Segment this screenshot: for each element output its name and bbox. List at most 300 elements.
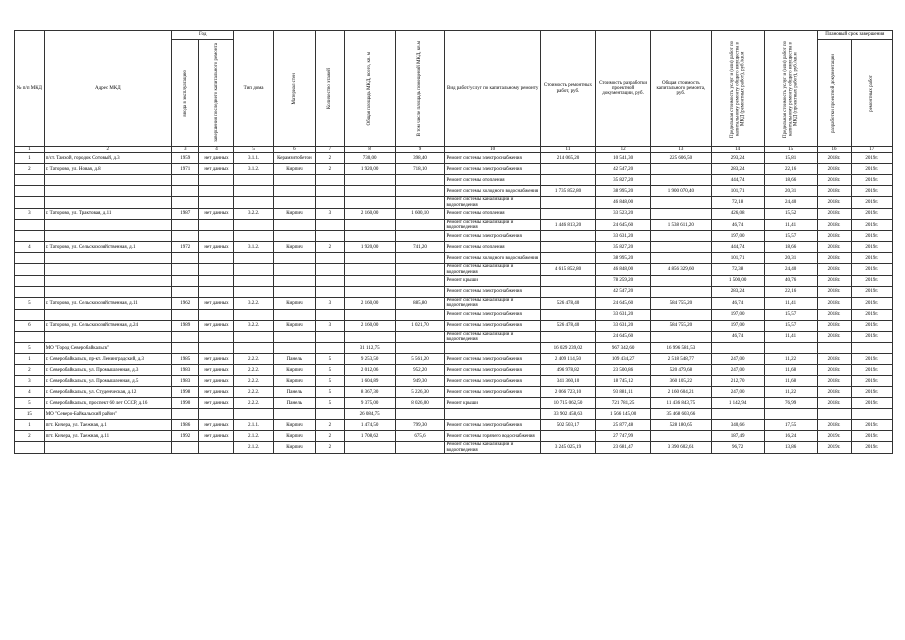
limit-repair-cell: 444,74	[711, 242, 764, 253]
wall-material-cell: Кирпич	[273, 442, 315, 454]
row-number-cell	[15, 197, 45, 209]
table-header	[15, 31, 893, 153]
limit-repair-cell: 444,74	[711, 175, 764, 186]
year-last-repair-cell	[199, 186, 234, 197]
house-series-cell: 3.1.2.	[234, 164, 273, 175]
house-series-cell: 2.2.2.	[234, 376, 273, 387]
row-number-cell	[15, 175, 45, 186]
house-series-cell: 3.1.1.	[234, 153, 273, 164]
floors-cell: 3	[316, 208, 345, 219]
wall-material-cell: Панель	[273, 398, 315, 409]
year-last-repair-cell	[199, 264, 234, 276]
cost-total-cell: 4 856 329,60	[651, 264, 711, 276]
year-commission-cell: 1983	[171, 376, 199, 387]
column-number: 11	[540, 147, 595, 153]
cost-design-cell: 23 681,47	[596, 442, 651, 454]
limit-repair-cell	[711, 409, 764, 420]
cost-total-cell	[651, 309, 711, 320]
term-design-cell: 2019г.	[817, 442, 851, 454]
year-commission-cell	[171, 343, 199, 354]
limit-design-cell: 22,16	[764, 287, 817, 298]
table-body	[15, 153, 893, 454]
table-row	[15, 175, 893, 186]
area-total-cell: 8 367,30	[344, 387, 395, 398]
address-cell: г. Северобайкальск, ул. Промышленная, д.5	[44, 376, 171, 387]
wall-material-cell	[273, 175, 315, 186]
limit-design-cell: 11,68	[764, 376, 817, 387]
cost-total-cell	[651, 164, 711, 175]
wall-material-cell: Кирпич	[273, 242, 315, 253]
work-type-cell: Ремонт системы отопления	[445, 175, 540, 186]
term-design-cell: 2018г.	[817, 197, 851, 209]
year-last-repair-cell: нет данных	[199, 365, 234, 376]
wall-material-cell: Панель	[273, 354, 315, 365]
cost-design-cell: 27 747,99	[596, 431, 651, 442]
work-type-cell: Ремонт системы электроснабжения	[445, 164, 540, 175]
area-residential-cell: 718,10	[395, 164, 445, 175]
floors-cell	[316, 175, 345, 186]
table-row	[15, 431, 893, 442]
term-repair-cell: 2019г.	[851, 354, 892, 365]
cost-works-cell: 4 615 852,80	[540, 264, 595, 276]
column-number: 2	[44, 147, 171, 153]
term-repair-cell: 2019г.	[851, 231, 892, 242]
year-commission-cell: 1971	[171, 164, 199, 175]
area-total-cell: 9 253,50	[344, 354, 395, 365]
area-total-cell: 1 474,50	[344, 420, 395, 431]
limit-design-cell	[764, 343, 817, 354]
limit-design-cell: 11,22	[764, 354, 817, 365]
year-last-repair-cell: нет данных	[199, 242, 234, 253]
year-last-repair-cell: нет данных	[199, 320, 234, 331]
cost-works-cell	[540, 276, 595, 287]
term-design-cell: 2018г.	[817, 398, 851, 409]
term-design-cell: 2019г.	[817, 431, 851, 442]
work-type-cell: Ремонт системы канализации и водоотведения	[445, 264, 540, 276]
wall-material-cell: Кирпич	[273, 320, 315, 331]
address-cell	[44, 264, 171, 276]
cost-design-cell: 42 547,20	[596, 287, 651, 298]
cost-total-cell	[651, 175, 711, 186]
term-repair-cell	[851, 409, 892, 420]
year-commission-cell	[171, 331, 199, 343]
row-number-cell: 4	[15, 242, 45, 253]
term-repair-cell: 2019г.	[851, 219, 892, 231]
work-type-cell: Ремонт системы отопления	[445, 208, 540, 219]
year-last-repair-cell	[199, 442, 234, 454]
term-repair-cell: 2019г.	[851, 208, 892, 219]
area-total-cell: 26 084,75	[344, 409, 395, 420]
cost-works-cell: 10 715 062,50	[540, 398, 595, 409]
house-series-cell: 2.1.2.	[234, 442, 273, 454]
header-address: Адрес МКД	[44, 31, 171, 147]
year-commission-cell: 1990	[171, 398, 199, 409]
year-last-repair-cell	[199, 197, 234, 209]
header-term-repair: ремонтных работ	[851, 40, 892, 147]
term-repair-cell: 2019г.	[851, 253, 892, 264]
row-number-cell: 5	[15, 398, 45, 409]
cost-works-cell: 502 503,17	[540, 420, 595, 431]
cost-works-cell: 2 066 723,10	[540, 387, 595, 398]
cost-works-cell	[540, 175, 595, 186]
header-area-residential: В том числе площадь помещений МКД, кв.м	[395, 31, 445, 147]
address-cell	[44, 197, 171, 209]
area-total-cell	[344, 287, 395, 298]
area-total-cell: 2 012,06	[344, 365, 395, 376]
cost-design-cell: 93 881,11	[596, 387, 651, 398]
floors-cell: 5	[316, 376, 345, 387]
floors-cell	[316, 287, 345, 298]
row-number-cell	[15, 219, 45, 231]
wall-material-cell: Панель	[273, 387, 315, 398]
row-number-cell: 4	[15, 387, 45, 398]
house-series-cell	[234, 287, 273, 298]
table-row	[15, 387, 893, 398]
cost-total-cell: 520 479,68	[651, 365, 711, 376]
year-commission-cell	[171, 186, 199, 197]
cost-works-cell: 526 478,40	[540, 320, 595, 331]
row-number-cell: 15	[15, 409, 45, 420]
limit-design-cell: 24,40	[764, 197, 817, 209]
area-total-cell: 730,00	[344, 153, 395, 164]
limit-repair-cell: 197,00	[711, 231, 764, 242]
work-type-cell: Ремонт системы электроснабжения	[445, 153, 540, 164]
repair-program-table	[14, 30, 893, 454]
wall-material-cell	[273, 186, 315, 197]
table-row	[15, 331, 893, 343]
address-cell: г. Таторово, ул. Сельскохозяйственная, д.1	[44, 242, 171, 253]
wall-material-cell: Керамзитобетон	[273, 153, 315, 164]
work-type-cell: Ремонт системы электроснабжения	[445, 354, 540, 365]
limit-repair-cell: 283,24	[711, 164, 764, 175]
row-number-cell: 5	[15, 343, 45, 354]
limit-design-cell: 11,41	[764, 219, 817, 231]
cost-design-cell: 35 827,20	[596, 175, 651, 186]
cost-design-cell: 967 342,60	[596, 343, 651, 354]
year-last-repair-cell: нет данных	[199, 298, 234, 310]
limit-design-cell: 18,66	[764, 242, 817, 253]
cost-design-cell: 25 877,48	[596, 420, 651, 431]
floors-cell	[316, 253, 345, 264]
limit-repair-cell: 46,74	[711, 298, 764, 310]
floors-cell	[316, 309, 345, 320]
term-repair-cell: 2019г.	[851, 264, 892, 276]
limit-repair-cell: 72,18	[711, 197, 764, 209]
limit-repair-cell: 247,00	[711, 365, 764, 376]
area-total-cell: 1 920,00	[344, 242, 395, 253]
cost-design-cell: 23 500,86	[596, 365, 651, 376]
area-residential-cell	[395, 186, 445, 197]
house-series-cell: 2.1.2.	[234, 431, 273, 442]
address-cell: МО "Северо-Байкальский район"	[44, 409, 171, 420]
area-residential-cell: 5 226,30	[395, 387, 445, 398]
cost-design-cell: 33 523,20	[596, 208, 651, 219]
year-last-repair-cell	[199, 409, 234, 420]
limit-repair-cell: 101,71	[711, 253, 764, 264]
column-number: 5	[234, 147, 273, 153]
header-area-total: Общая площадь МКД, всего, кв. м	[344, 31, 395, 147]
row-number-cell	[15, 186, 45, 197]
limit-repair-cell: 283,24	[711, 287, 764, 298]
table-row	[15, 309, 893, 320]
area-total-cell	[344, 331, 395, 343]
area-total-cell	[344, 276, 395, 287]
year-commission-cell: 1998	[171, 387, 199, 398]
year-last-repair-cell: нет данных	[199, 376, 234, 387]
work-type-cell	[445, 409, 540, 420]
cost-works-cell	[540, 431, 595, 442]
floors-cell	[316, 264, 345, 276]
work-type-cell: Ремонт системы холодного водоснабжения	[445, 253, 540, 264]
wall-material-cell	[273, 276, 315, 287]
term-repair-cell: 2019г.	[851, 276, 892, 287]
area-residential-cell	[395, 253, 445, 264]
cost-works-cell	[540, 242, 595, 253]
term-repair-cell: 2019г.	[851, 431, 892, 442]
cost-design-cell: 42 547,20	[596, 164, 651, 175]
column-number: 9	[395, 147, 445, 153]
year-last-repair-cell: нет данных	[199, 431, 234, 442]
address-cell: г. Северобайкальск, пр-кт. Ленинградский, д.3	[44, 354, 171, 365]
wall-material-cell	[273, 287, 315, 298]
limit-design-cell: 11,41	[764, 298, 817, 310]
cost-design-cell: 78 259,20	[596, 276, 651, 287]
table-row	[15, 231, 893, 242]
area-residential-cell	[395, 197, 445, 209]
cost-design-cell: 38 995,20	[596, 253, 651, 264]
header-limit-design: Предельная стоимость услуг и (или) работ по капитальному ремонту общего имущества в МКД (проектных работ), руб./кв.м	[764, 31, 817, 147]
address-cell	[44, 253, 171, 264]
floors-cell	[316, 276, 345, 287]
header-floors: Количество этажей	[316, 31, 345, 147]
year-commission-cell: 1987	[171, 208, 199, 219]
year-last-repair-cell: нет данных	[199, 387, 234, 398]
limit-design-cell: 13,86	[764, 442, 817, 454]
floors-cell	[316, 331, 345, 343]
term-design-cell	[817, 409, 851, 420]
house-series-cell	[234, 343, 273, 354]
limit-repair-cell: 1 500,00	[711, 276, 764, 287]
year-last-repair-cell	[199, 276, 234, 287]
work-type-cell	[445, 343, 540, 354]
house-series-cell: 2.1.1.	[234, 420, 273, 431]
term-design-cell: 2018г.	[817, 175, 851, 186]
term-design-cell: 2018г.	[817, 365, 851, 376]
cost-total-cell: 584 755,20	[651, 320, 711, 331]
area-total-cell	[344, 231, 395, 242]
address-cell: МО "Город Северобайкальск"	[44, 343, 171, 354]
work-type-cell: Ремонт системы канализации и водоотведения	[445, 219, 540, 231]
column-number: 17	[851, 147, 892, 153]
limit-repair-cell	[711, 343, 764, 354]
area-residential-cell	[395, 276, 445, 287]
term-design-cell: 2018г.	[817, 420, 851, 431]
header-year-commission: ввода в эксплуатацию	[171, 40, 199, 147]
area-residential-cell	[395, 331, 445, 343]
column-number: 3	[171, 147, 199, 153]
floors-cell: 2	[316, 164, 345, 175]
work-type-cell: Ремонт крыши	[445, 276, 540, 287]
cost-design-cell: 18 745,12	[596, 376, 651, 387]
area-residential-cell	[395, 175, 445, 186]
limit-repair-cell: 197,00	[711, 320, 764, 331]
area-residential-cell	[395, 231, 445, 242]
cost-works-cell: 526 478,40	[540, 298, 595, 310]
cost-design-cell: 24 645,60	[596, 331, 651, 343]
cost-works-cell: 3 245 025,19	[540, 442, 595, 454]
address-cell	[44, 175, 171, 186]
wall-material-cell	[273, 219, 315, 231]
floors-cell	[316, 409, 345, 420]
address-cell: пгт. Кичера, ул. Таежная, д.1	[44, 420, 171, 431]
wall-material-cell: Кирпич	[273, 208, 315, 219]
area-residential-cell: 675,6	[395, 431, 445, 442]
term-design-cell: 2018г.	[817, 208, 851, 219]
work-type-cell: Ремонт системы электроснабжения	[445, 309, 540, 320]
cost-design-cell: 38 995,20	[596, 186, 651, 197]
term-design-cell: 2018г.	[817, 253, 851, 264]
column-number: 12	[596, 147, 651, 153]
cost-works-cell: 1 735 852,80	[540, 186, 595, 197]
cost-works-cell: 1 446 813,20	[540, 219, 595, 231]
row-number-cell	[15, 309, 45, 320]
term-repair-cell: 2019г.	[851, 420, 892, 431]
work-type-cell: Ремонт системы электроснабжения	[445, 231, 540, 242]
row-number-cell: 1	[15, 153, 45, 164]
house-series-cell: 2.2.2.	[234, 387, 273, 398]
cost-total-cell: 225 606,50	[651, 153, 711, 164]
table-row	[15, 420, 893, 431]
work-type-cell: Ремонт системы холодного водоснабжения	[445, 186, 540, 197]
wall-material-cell	[273, 331, 315, 343]
year-commission-cell: 1985	[171, 354, 199, 365]
header-wall-material: Материал стен	[273, 31, 315, 147]
row-number-cell	[15, 442, 45, 454]
cost-total-cell	[651, 253, 711, 264]
year-last-repair-cell: нет данных	[199, 420, 234, 431]
cost-works-cell	[540, 164, 595, 175]
house-series-cell: 3.2.2.	[234, 208, 273, 219]
house-series-cell	[234, 231, 273, 242]
term-repair-cell: 2019г.	[851, 365, 892, 376]
year-last-repair-cell: нет данных	[199, 208, 234, 219]
table-row	[15, 365, 893, 376]
area-residential-cell	[395, 309, 445, 320]
header-num: № п/п МКД	[15, 31, 45, 147]
wall-material-cell	[273, 231, 315, 242]
header-year-last-repair: завершения последнего капитального ремонта	[199, 40, 234, 147]
floors-cell	[316, 219, 345, 231]
row-number-cell	[15, 287, 45, 298]
work-type-cell: Ремонт системы канализации и водоотведения	[445, 197, 540, 209]
table-row	[15, 197, 893, 209]
column-number: 7	[316, 147, 345, 153]
header-work-type: Вид работ/услуг по капитальному ремонту	[445, 31, 540, 147]
cost-total-cell: 1 538 611,20	[651, 219, 711, 231]
table-row	[15, 376, 893, 387]
wall-material-cell: Кирпич	[273, 365, 315, 376]
term-repair-cell: 2019г.	[851, 186, 892, 197]
limit-repair-cell: 293,24	[711, 153, 764, 164]
cost-total-cell	[651, 231, 711, 242]
term-design-cell: 2018г.	[817, 276, 851, 287]
column-number: 8	[344, 147, 395, 153]
wall-material-cell	[273, 253, 315, 264]
limit-repair-cell: 46,74	[711, 331, 764, 343]
address-cell: г. Таторово, ул. Сельскохозяйственная, д.11	[44, 298, 171, 310]
term-repair-cell: 2019г.	[851, 387, 892, 398]
year-commission-cell: 1983	[171, 365, 199, 376]
table-row	[15, 208, 893, 219]
term-design-cell: 2018г.	[817, 186, 851, 197]
year-commission-cell	[171, 175, 199, 186]
term-design-cell: 2018г.	[817, 354, 851, 365]
house-series-cell	[234, 186, 273, 197]
floors-cell: 5	[316, 398, 345, 409]
limit-repair-cell: 197,00	[711, 309, 764, 320]
cost-total-cell: 360 105,22	[651, 376, 711, 387]
cost-total-cell: 11 436 843,75	[651, 398, 711, 409]
year-commission-cell	[171, 264, 199, 276]
cost-design-cell: 109 434,27	[596, 354, 651, 365]
address-cell	[44, 287, 171, 298]
house-series-cell	[234, 331, 273, 343]
area-residential-cell: 5 561,20	[395, 354, 445, 365]
area-total-cell: 1 920,00	[344, 164, 395, 175]
row-number-cell: 2	[15, 365, 45, 376]
limit-repair-cell: 212,70	[711, 376, 764, 387]
house-series-cell: 2.2.2.	[234, 365, 273, 376]
cost-works-cell	[540, 309, 595, 320]
header-term-design: разработки проектной документации	[817, 40, 851, 147]
cost-total-cell	[651, 208, 711, 219]
row-number-cell	[15, 264, 45, 276]
cost-works-cell	[540, 208, 595, 219]
row-number-cell	[15, 276, 45, 287]
wall-material-cell: Кирпич	[273, 164, 315, 175]
table-row	[15, 354, 893, 365]
cost-total-cell	[651, 331, 711, 343]
term-design-cell: 2018г.	[817, 164, 851, 175]
table-row	[15, 398, 893, 409]
floors-cell: 5	[316, 354, 345, 365]
header-year-group: Год	[171, 31, 234, 40]
year-last-repair-cell: нет данных	[199, 164, 234, 175]
column-number: 1	[15, 147, 45, 153]
cost-design-cell: 46 848,00	[596, 264, 651, 276]
term-repair-cell: 2019г.	[851, 175, 892, 186]
limit-design-cell: 40,76	[764, 276, 817, 287]
term-design-cell: 2018г.	[817, 331, 851, 343]
header-cost-works: Стоимость ремонтных работ, руб.	[540, 31, 595, 147]
address-cell	[44, 276, 171, 287]
cost-design-cell: 33 631,20	[596, 320, 651, 331]
column-number: 15	[764, 147, 817, 153]
cost-total-cell: 35 468 603,66	[651, 409, 711, 420]
year-commission-cell: 1959	[171, 153, 199, 164]
cost-works-cell	[540, 287, 595, 298]
year-commission-cell	[171, 197, 199, 209]
floors-cell: 2	[316, 242, 345, 253]
area-residential-cell	[395, 343, 445, 354]
cost-total-cell: 584 755,20	[651, 298, 711, 310]
cost-total-cell	[651, 242, 711, 253]
floors-cell: 2	[316, 420, 345, 431]
limit-repair-cell: 72,38	[711, 264, 764, 276]
limit-design-cell: 15,57	[764, 231, 817, 242]
area-total-cell	[344, 309, 395, 320]
table-row	[15, 276, 893, 287]
